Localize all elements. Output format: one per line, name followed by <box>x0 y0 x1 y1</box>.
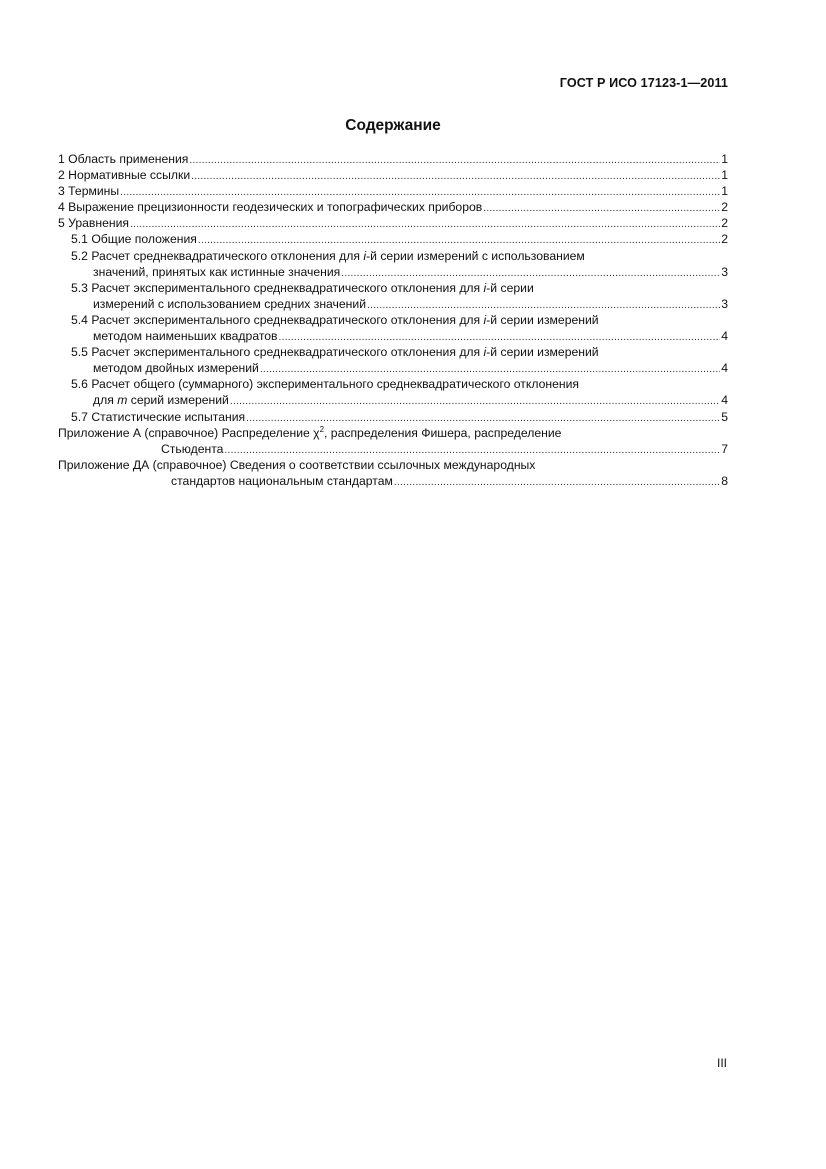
toc-entry-label: 5.7 Статистические испытания <box>71 409 246 424</box>
document-code: ГОСТ Р ИСО 17123-1—2011 <box>559 76 728 90</box>
toc-entry-appendix-a[interactable] <box>58 425 728 441</box>
toc-entry-5-3-cont[interactable] <box>58 296 728 312</box>
toc-entry-appendix-a-cont[interactable] <box>58 441 728 457</box>
toc-entry-label: Приложение ДА (справочное) Сведения о соответствии ссылочных международных <box>58 457 536 472</box>
toc-entry-label-continued: методом двойных измерений <box>93 361 259 376</box>
toc-entry-label-continued: измерений с использованием средних значений <box>93 296 367 311</box>
toc-entry-page: 4 <box>721 361 728 376</box>
toc-entry-label: 5 Уравнения <box>58 216 130 231</box>
toc-entry-page: 5 <box>721 409 728 424</box>
toc-entry-5-1[interactable] <box>58 231 728 247</box>
dot-leader <box>189 153 720 169</box>
toc-entry-label: 5.3 Расчет экспериментального среднеквадратического отклонения для i-й серии <box>71 280 534 295</box>
toc-entry-5-5[interactable] <box>58 344 728 360</box>
toc-entry-2[interactable] <box>58 167 728 183</box>
toc-entry-page: 3 <box>721 296 728 311</box>
toc-entry-label-continued: для m серий измерений <box>93 393 229 408</box>
toc-entry-appendix-da-cont[interactable] <box>58 473 728 489</box>
toc-entry-label: 5.2 Расчет среднеквадратического отклонения для i-й серии измерений с использованием <box>71 248 585 263</box>
toc-entry-5-6-cont[interactable] <box>58 392 728 408</box>
page-number: III <box>716 1056 727 1070</box>
dot-leader <box>230 394 720 410</box>
dot-leader <box>130 217 720 233</box>
toc-entry-appendix-da[interactable] <box>58 457 728 473</box>
toc-entry-label: 2 Нормативные ссылки <box>58 168 191 183</box>
table-of-contents <box>58 151 728 489</box>
toc-entry-3[interactable] <box>58 183 728 199</box>
toc-entry-5-2[interactable] <box>58 248 728 264</box>
toc-entry-5-2-cont[interactable] <box>58 264 728 280</box>
toc-entry-page: 4 <box>721 329 728 344</box>
toc-entry-label: 5.1 Общие положения <box>71 232 197 247</box>
toc-entry-5-7[interactable] <box>58 409 728 425</box>
dot-leader <box>483 201 720 217</box>
dot-leader <box>394 475 720 491</box>
toc-entry-5-4[interactable] <box>58 312 728 328</box>
toc-entry-label-continued: стандартов национальным стандартам <box>171 473 393 488</box>
toc-entry-label: 5.6 Расчет общего (суммарного) экспериментального среднеквадратического отклонения <box>71 377 580 392</box>
toc-entry-page: 3 <box>721 264 728 279</box>
toc-entry-page: 7 <box>721 441 728 456</box>
toc-entry-page: 8 <box>721 473 728 488</box>
toc-entry-label: Приложение А (справочное) Распределение $\chi^2$, распределения Фишера, распределение <box>58 424 562 440</box>
toc-entry-5-6[interactable] <box>58 376 728 392</box>
toc-entry-1[interactable] <box>58 151 728 167</box>
toc-entry-label: 3 Термины <box>58 184 120 199</box>
toc-title: Содержание <box>345 117 441 134</box>
dot-leader <box>191 169 720 185</box>
toc-entry-label-continued: Стьюдента <box>161 441 224 456</box>
toc-entry-5[interactable] <box>58 215 728 231</box>
toc-entry-5-3[interactable] <box>58 280 728 296</box>
toc-entry-page: 4 <box>721 393 728 408</box>
toc-entry-label: 5.4 Расчет экспериментального среднеквадратического отклонения для i-й серии измерений <box>71 312 599 327</box>
toc-entry-4[interactable] <box>58 199 728 215</box>
toc-entry-label-continued: значений, принятых как истинные значения <box>93 264 341 279</box>
toc-entry-page: 2 <box>721 200 728 215</box>
toc-entry-label: 5.5 Расчет экспериментального среднеквадратического отклонения для i-й серии измерений <box>71 345 599 360</box>
toc-entry-page: 1 <box>721 168 728 183</box>
toc-entry-page: 1 <box>721 152 728 166</box>
toc-entry-label-continued: методом наименьших квадратов <box>93 329 278 344</box>
toc-entry-page: 2 <box>721 232 728 247</box>
toc-entry-page: 2 <box>721 216 728 231</box>
toc-entry-5-5-cont[interactable] <box>58 360 728 376</box>
toc-entry-label: 1 Область применения <box>58 152 189 166</box>
toc-entry-5-4-cont[interactable] <box>58 328 728 344</box>
toc-entry-label: 4 Выражение прецизионности геодезических и топографических приборов <box>58 200 483 215</box>
toc-entry-page: 1 <box>721 184 728 199</box>
